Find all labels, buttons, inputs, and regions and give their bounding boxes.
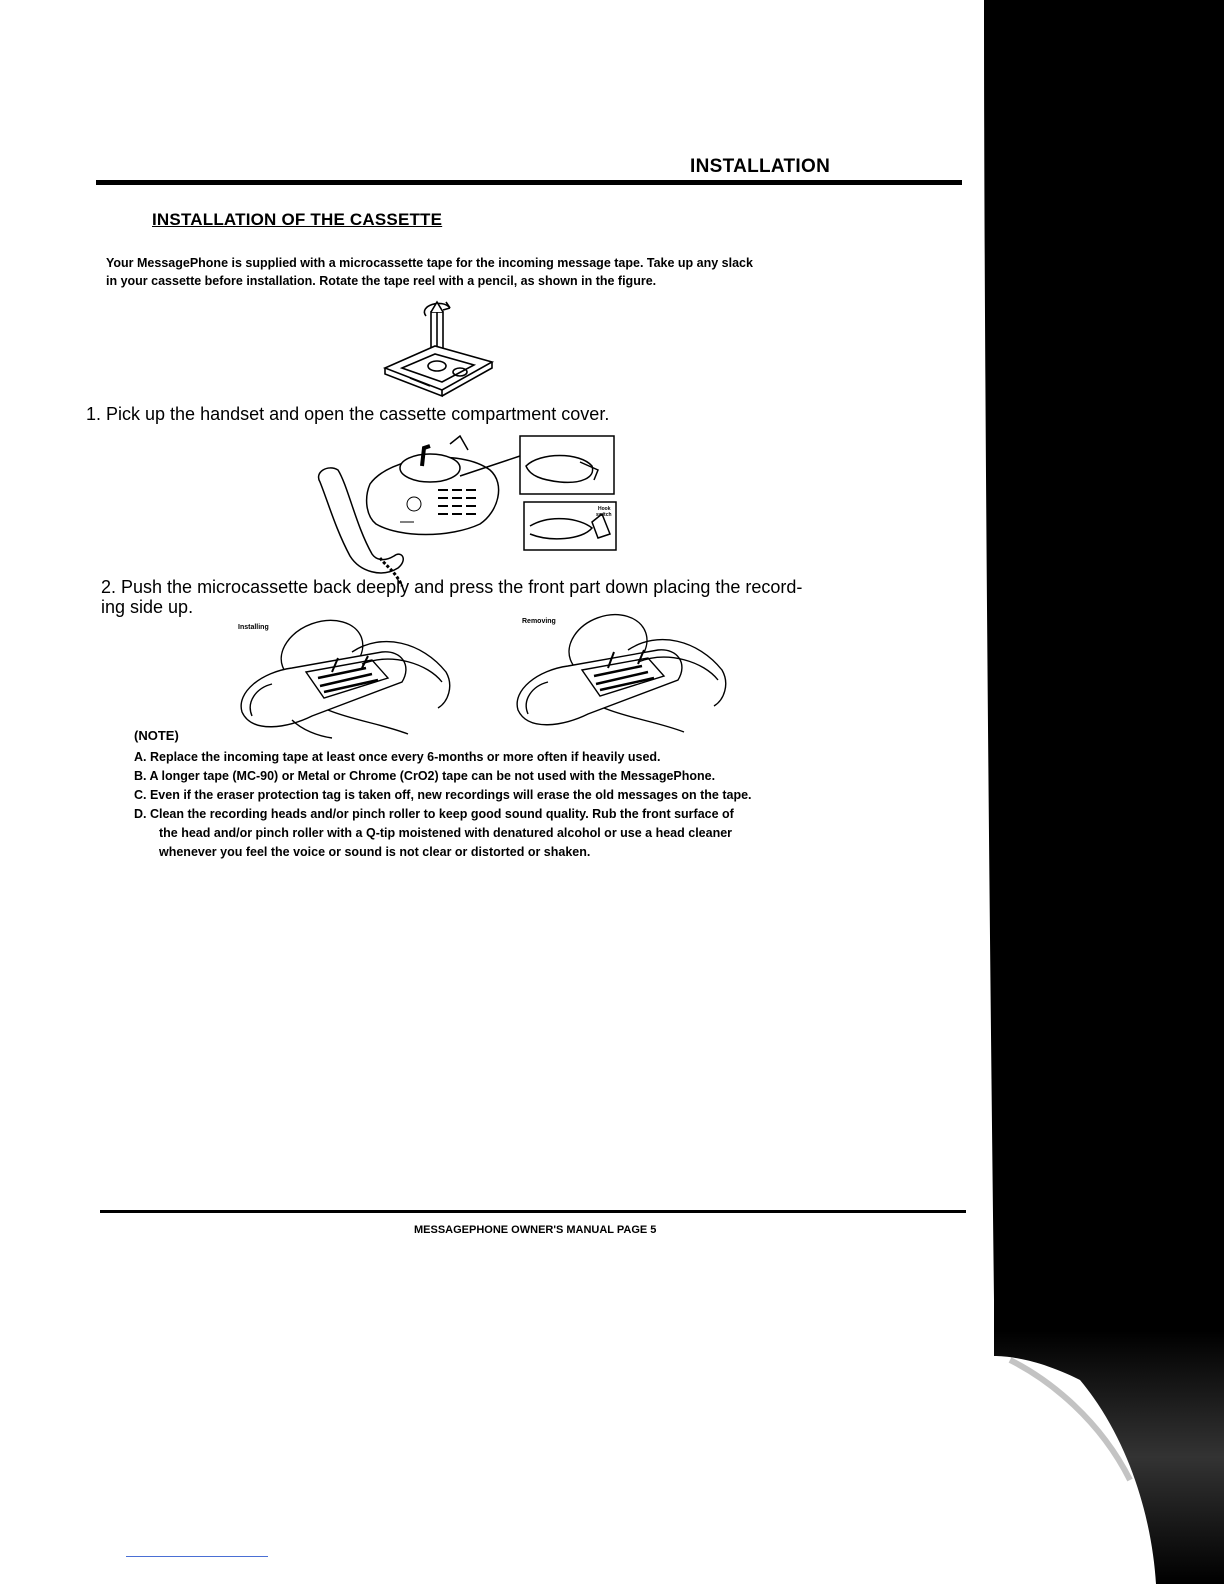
note-item-b: B. A longer tape (MC-90) or Metal or Chrome (CrO2) tape can be not used with the MessagePhone. [134, 769, 716, 783]
step-1: 1. Pick up the handset and open the cassette compartment cover. [86, 404, 610, 424]
step-2-line-1: 2. Push the microcassette back deeply and press the front part down placing the record- [101, 577, 803, 597]
installing-illustration [232, 612, 468, 740]
note-item-a: A. Replace the incoming tape at least once every 6-months or more often if heavily used. [134, 750, 661, 764]
scan-edge-shadow [980, 0, 1224, 1584]
scan-artifact-line [126, 1556, 268, 1557]
removing-illustration [512, 610, 748, 738]
hook-label-line-1: Hook [598, 506, 611, 512]
cassette-pencil-illustration [380, 298, 500, 400]
step-2-line-2: ing side up. [101, 597, 194, 617]
hook-label-line-2: switch [596, 512, 612, 518]
note-item-c: C. Even if the eraser protection tag is taken off, new recordings will erase the old messages on the tape. [134, 788, 752, 802]
header-rule [96, 180, 962, 185]
page-title: INSTALLATION OF THE CASSETTE [152, 210, 443, 229]
phone-compartment-illustration [310, 426, 620, 592]
footer-rule [100, 1210, 966, 1213]
note-label: (NOTE) [134, 728, 179, 743]
note-item-d: D. Clean the recording heads and/or pinch roller to keep good sound quality. Rub the front surface of [134, 807, 734, 821]
note-item-d-continued-1: the head and/or pinch roller with a Q-tip moistened with denatured alcohol or use a head cleaner [159, 826, 733, 840]
section-header: INSTALLATION [690, 156, 831, 177]
note-item-d-continued-2: whenever you feel the voice or sound is not clear or distorted or shaken. [159, 845, 591, 859]
page-footer: MESSAGEPHONE OWNER'S MANUAL PAGE 5 [414, 1224, 657, 1236]
intro-paragraph [106, 254, 866, 290]
removing-label: Removing [522, 618, 556, 625]
intro-line-1: Your MessagePhone is supplied with a microcassette tape for the incoming message tape. Take up any slack [106, 256, 753, 270]
notes-list [134, 748, 894, 862]
intro-line-2: in your cassette before installation. Rotate the tape reel with a pencil, as shown in the figure. [106, 274, 657, 288]
installing-label: Installing [238, 624, 269, 631]
